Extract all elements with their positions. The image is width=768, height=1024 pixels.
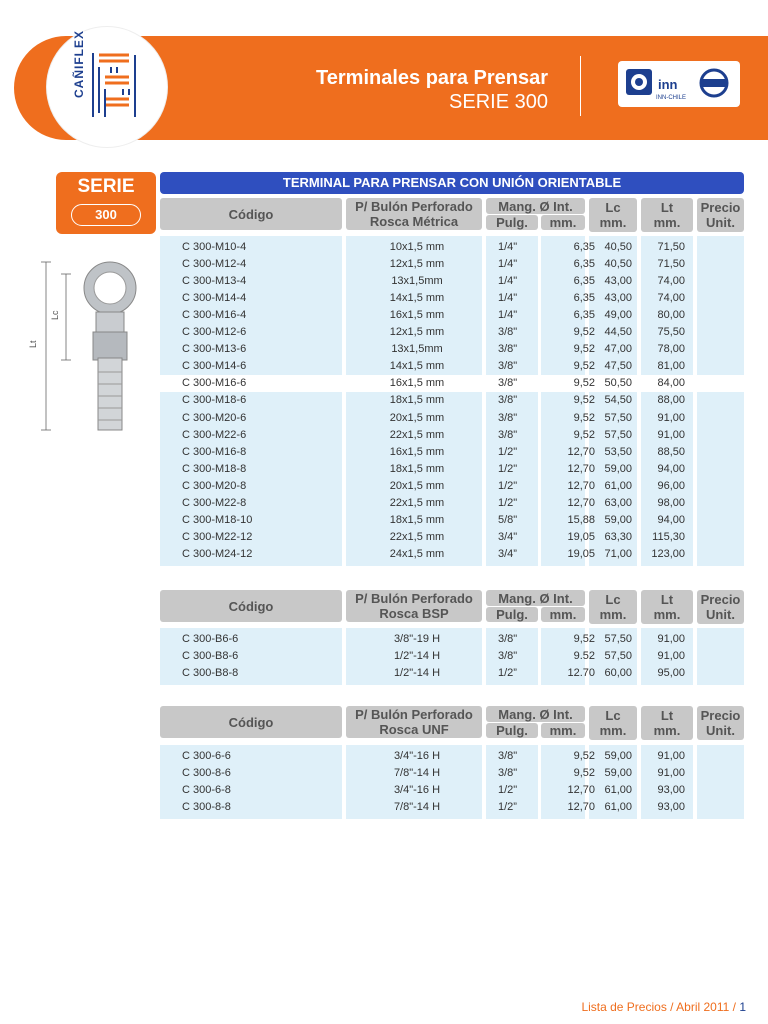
- header-precio: [697, 198, 744, 232]
- cell-rosca: 1/2"-14 H: [393, 667, 441, 679]
- table-row: [160, 410, 744, 427]
- header-mang: Mang. Ø Int.: [486, 706, 585, 722]
- cell-rosca: 22x1,5 mm: [389, 530, 445, 543]
- cell-lc: 40,50: [604, 258, 632, 271]
- cell-rosca: 16x1,5 mm: [389, 377, 445, 390]
- header-lt-line: Lt: [660, 200, 674, 215]
- cell-codigo: C 300-M12-6: [182, 326, 247, 339]
- cell-pulg: 1/2": [498, 479, 518, 492]
- cell-codigo: C 300-M14-6: [182, 360, 247, 373]
- cell-lc: 43,00: [604, 275, 632, 288]
- cell-lt: 75,50: [657, 326, 685, 339]
- header-rosca: [346, 198, 482, 230]
- cell-mm: 9,52: [573, 767, 595, 779]
- cell-codigo: C 300-M20-6: [182, 411, 247, 424]
- logo-text: CAÑIFLEX: [72, 30, 86, 98]
- header-precio-line: Precio: [700, 708, 741, 723]
- table-row: [160, 495, 744, 512]
- table-row: [160, 341, 744, 358]
- cell-pulg: 1/4": [498, 258, 518, 271]
- table-row: [160, 461, 744, 478]
- cell-pulg: 3/8": [498, 411, 518, 424]
- cell-pulg: 1/4": [498, 309, 518, 322]
- cell-pulg: 1/4": [498, 275, 518, 288]
- header-lc-line: mm.: [599, 607, 627, 622]
- table-row: [160, 307, 744, 324]
- table-row: [160, 427, 744, 444]
- cell-rosca: 14x1,5 mm: [389, 292, 445, 305]
- terminal-fitting-icon: [84, 262, 136, 430]
- page-title: Terminales para Prensar: [316, 67, 548, 89]
- cell-lc: 59,00: [604, 750, 632, 762]
- cell-codigo: C 300-B8-6: [182, 650, 239, 662]
- header-precio-line: Unit.: [706, 215, 735, 230]
- table-row: [160, 239, 744, 256]
- cell-lt: 123,00: [651, 547, 685, 560]
- cell-codigo: C 300-M20-8: [182, 479, 247, 492]
- cell-lt: 88,00: [657, 394, 685, 407]
- cell-rosca: 3/4"-16 H: [393, 784, 441, 796]
- cell-mm: 6,35: [573, 292, 595, 305]
- cell-codigo: C 300-M13-4: [182, 275, 247, 288]
- cell-lc: 59,00: [604, 462, 632, 475]
- table-row: [160, 290, 744, 307]
- cell-pulg: 3/4”: [498, 547, 517, 560]
- cell-lt: 115,30: [652, 530, 685, 543]
- cell-codigo: C 300-M22-12: [182, 530, 253, 543]
- cell-codigo: C 300-M16-8: [182, 445, 247, 458]
- header-lt: [641, 706, 693, 740]
- cell-mm: 9,52: [573, 633, 595, 645]
- header-lt-line: mm.: [653, 607, 681, 622]
- cell-lc: 44,50: [604, 326, 632, 339]
- cell-mm: 9,52: [573, 428, 595, 441]
- cell-lc: 61,00: [604, 801, 632, 813]
- cell-lc: 63,00: [604, 496, 632, 509]
- header-lc-line: mm.: [599, 723, 627, 738]
- cell-codigo: C 300-6-8: [182, 784, 231, 796]
- cell-codigo: C 300-B8-8: [182, 667, 239, 679]
- header-lc-line: Lc: [605, 200, 621, 215]
- header-lc: [589, 590, 637, 624]
- header-mm: mm.: [541, 215, 585, 230]
- cell-codigo: C 300-8-8: [182, 801, 231, 813]
- table-banner: TERMINAL PARA PRENSAR CON UNIÓN ORIENTABLE: [160, 172, 744, 194]
- cell-rosca: 22x1,5 mm: [389, 496, 445, 509]
- cell-rosca: 3/8"-19 H: [393, 633, 441, 645]
- cell-pulg: 1/2": [498, 462, 518, 475]
- cell-pulg: 3/8": [498, 377, 518, 390]
- cell-rosca: 20x1,5 mm: [389, 411, 445, 424]
- table-row: [160, 324, 744, 341]
- cell-codigo: C 300-M24-12: [182, 547, 253, 560]
- cell-rosca: 20x1,5 mm: [389, 479, 445, 492]
- header-rosca-line: Rosca Métrica: [369, 214, 459, 229]
- cell-lc: 57,50: [604, 633, 632, 645]
- cell-lt: 91,00: [657, 750, 685, 762]
- cell-mm: 12,70: [567, 784, 595, 796]
- cell-codigo: C 300-M18-6: [182, 394, 247, 407]
- cell-pulg: 1/2": [498, 496, 518, 509]
- header-mm: mm.: [541, 607, 585, 622]
- cell-lc: 49,00: [604, 309, 632, 322]
- header-lc-line: Lc: [605, 592, 621, 607]
- cell-codigo: C 300-M12-4: [182, 258, 247, 271]
- header-lt: [641, 198, 693, 232]
- footer: [581, 1000, 746, 1014]
- header-pulg: Pulg.: [486, 607, 538, 622]
- brand-logo: [47, 27, 167, 147]
- cell-lc: 61,00: [604, 479, 632, 492]
- cell-lt: 71,50: [657, 258, 685, 271]
- dim-lc: Lc: [50, 310, 60, 320]
- cell-mm: 9,52: [573, 360, 595, 373]
- header-lc: [589, 706, 637, 740]
- cell-codigo: C 300-B6-6: [182, 633, 239, 645]
- cell-mm: 6,35: [573, 241, 595, 253]
- cell-lc: 50,50: [604, 377, 632, 390]
- cell-lc: 61,00: [604, 784, 632, 796]
- cell-lc: 47,00: [604, 343, 632, 356]
- cell-mm: 12,70: [567, 496, 595, 509]
- cell-lt: 71,50: [657, 241, 685, 253]
- table-row: [160, 375, 744, 392]
- cell-mm: 6,35: [573, 309, 595, 322]
- cell-lc: 59,00: [604, 767, 632, 779]
- header-codigo: Código: [160, 706, 342, 738]
- cell-mm: 9.52: [573, 650, 595, 662]
- header-lt: [641, 590, 693, 624]
- cell-pulg: 3/4": [498, 530, 518, 543]
- cell-mm: 12,70: [567, 462, 595, 475]
- footer-page: 1: [739, 1000, 746, 1014]
- cell-lt: 91,00: [657, 650, 685, 662]
- cell-codigo: C 300-M16-6: [182, 377, 247, 390]
- cell-lt: 81,00: [657, 360, 685, 373]
- cell-lt: 80,00: [657, 309, 685, 322]
- cell-lt: 91,00: [657, 767, 685, 779]
- cell-lt: 98,00: [657, 496, 685, 509]
- table-row: [160, 256, 744, 273]
- cell-pulg: 1/2”: [498, 801, 517, 813]
- cell-rosca: 7/8"-14 H: [393, 801, 441, 813]
- product-diagram: [30, 252, 140, 442]
- cell-lc: 43,00: [604, 292, 632, 305]
- cell-codigo: C 300-M14-4: [182, 292, 247, 305]
- serie-badge: [56, 172, 156, 234]
- header-codigo: Código: [160, 590, 342, 622]
- page-subtitle: SERIE 300: [449, 91, 548, 113]
- cell-lc: 57,50: [604, 411, 632, 424]
- cell-lc: 40,50: [604, 241, 632, 253]
- header-lc: [589, 198, 637, 232]
- cell-mm: 6,35: [573, 258, 595, 271]
- cell-pulg: 3/8": [498, 750, 518, 762]
- table-row: [160, 529, 744, 546]
- cell-lt: 93,00: [657, 801, 685, 813]
- header-lc-line: Lc: [605, 708, 621, 723]
- header-rosca-line: Rosca BSP: [379, 606, 449, 621]
- cell-codigo: C 300-M18-10: [182, 513, 253, 526]
- table-row: [160, 631, 744, 648]
- cell-lc: 60,00: [604, 667, 632, 679]
- cell-rosca: 12x1,5 mm: [389, 258, 445, 271]
- table-row: [160, 546, 744, 563]
- cell-rosca: 24x1,5 mm: [389, 547, 445, 560]
- cell-lt: 91,00: [657, 411, 685, 424]
- cell-pulg: 1/2": [498, 784, 518, 796]
- cell-rosca: 14x1,5 mm: [389, 360, 445, 373]
- header-lt-line: Lt: [660, 592, 674, 607]
- cell-mm: 19,05: [567, 530, 595, 543]
- cell-mm: 15,88: [567, 513, 595, 526]
- header-lt-line: mm.: [653, 215, 681, 230]
- cell-codigo: C 300-M22-8: [182, 496, 247, 509]
- table-row: [160, 765, 744, 782]
- header-lt-line: mm.: [653, 723, 681, 738]
- cell-mm: 9,52: [573, 343, 595, 356]
- table-row: [160, 799, 744, 816]
- table-row: [160, 512, 744, 529]
- header-precio: [697, 706, 744, 740]
- cell-codigo: C 300-M22-6: [182, 428, 247, 441]
- cell-mm: 12,70: [567, 445, 595, 458]
- cell-rosca: 22x1,5 mm: [389, 428, 445, 441]
- cell-codigo: C 300-M13-6: [182, 343, 247, 356]
- cell-lc: 53,50: [604, 445, 632, 458]
- cell-lc: 47,50: [604, 360, 632, 373]
- cell-lt: 93,00: [657, 784, 685, 796]
- cell-codigo: C 300-8-6: [182, 767, 231, 779]
- svg-text:INN-CHILE: INN-CHILE: [656, 95, 687, 101]
- cell-rosca: 18x1,5 mm: [389, 394, 445, 407]
- cell-lt: 91,00: [657, 633, 685, 645]
- header-mm: mm.: [541, 723, 585, 738]
- cell-rosca: 13x1,5mm: [391, 275, 443, 288]
- cell-lt: 74,00: [657, 275, 685, 288]
- cell-lc: 57,50: [604, 650, 632, 662]
- cell-mm: 19,05: [567, 547, 595, 560]
- header-rosca-line: Rosca UNF: [379, 722, 449, 737]
- cell-lt: 95,00: [657, 667, 685, 679]
- cell-pulg: 3/8": [498, 633, 518, 645]
- cell-rosca: 7/8"-14 H: [393, 767, 441, 779]
- table-row: [160, 273, 744, 290]
- cell-lt: 74,00: [657, 292, 685, 305]
- cell-pulg: 3/8": [498, 650, 518, 662]
- table-row: [160, 665, 744, 682]
- cell-pulg: 1/2”: [498, 667, 517, 679]
- cell-pulg: 1/4": [498, 292, 518, 305]
- header-lt-line: Lt: [660, 708, 674, 723]
- cell-codigo: C 300-M10-4: [182, 241, 247, 253]
- cell-rosca: 3/4"-16 H: [393, 750, 441, 762]
- header-precio-line: Unit.: [706, 607, 735, 622]
- cell-lc: 54,50: [604, 394, 632, 407]
- cell-mm: 12,70: [567, 801, 595, 813]
- cell-rosca: 1/2"-14 H: [393, 650, 441, 662]
- cell-rosca: 18x1,5 mm: [389, 462, 445, 475]
- cell-pulg: 1/4": [498, 241, 518, 253]
- table-row: [160, 782, 744, 799]
- cell-lt: 94,00: [657, 513, 685, 526]
- footer-text: Lista de Precios / Abril 2011 /: [581, 1000, 740, 1014]
- cell-codigo: C 300-M16-4: [182, 309, 247, 322]
- cell-pulg: 3/8": [498, 326, 518, 339]
- header-precio-line: Unit.: [706, 723, 735, 738]
- cell-pulg: 3/8": [498, 428, 518, 441]
- cell-mm: 9,52: [573, 377, 595, 390]
- cell-lt: 84,00: [657, 377, 685, 390]
- cell-lt: 88,50: [657, 445, 685, 458]
- header-pulg: Pulg.: [486, 215, 538, 230]
- cell-rosca: 13x1,5mm: [391, 343, 443, 356]
- header-divider: [580, 56, 581, 116]
- table-row: [160, 392, 744, 409]
- header-mang: Mang. Ø Int.: [486, 590, 585, 606]
- header-rosca-line: P/ Bulón Perforado: [355, 591, 473, 606]
- cell-mm: 9,52: [573, 750, 595, 762]
- header-precio-line: Precio: [700, 200, 741, 215]
- cell-pulg: 3/8": [498, 360, 518, 373]
- serie-label: SERIE: [77, 176, 135, 197]
- cell-mm: 9,52: [573, 411, 595, 424]
- header-mang: Mang. Ø Int.: [486, 198, 585, 214]
- serie-number: 300: [71, 204, 141, 226]
- cell-lt: 96,00: [657, 479, 685, 492]
- header-precio-line: Precio: [700, 592, 741, 607]
- cell-pulg: 5/8": [498, 513, 518, 526]
- cell-lc: 59,00: [604, 513, 632, 526]
- table-row: [160, 648, 744, 665]
- table-row: [160, 748, 744, 765]
- cell-mm: 12,70: [567, 479, 595, 492]
- header-rosca: [346, 706, 482, 738]
- table-row: [160, 444, 744, 461]
- cell-mm: 12.70: [567, 667, 595, 679]
- cell-lc: 63,30: [604, 530, 632, 543]
- cell-pulg: 1/2": [498, 445, 518, 458]
- dim-lt: Lt: [28, 340, 38, 348]
- table-row: [160, 358, 744, 375]
- header-rosca-line: P/ Bulón Perforado: [355, 199, 473, 214]
- header-rosca: [346, 590, 482, 622]
- header-rosca-line: P/ Bulón Perforado: [355, 707, 473, 722]
- header-lc-line: mm.: [599, 215, 627, 230]
- cell-mm: 9,52: [573, 394, 595, 407]
- cell-rosca: 16x1,5 mm: [389, 445, 445, 458]
- table-row: [160, 478, 744, 495]
- cell-lt: 78,00: [657, 343, 685, 356]
- cell-lc: 57,50: [604, 428, 632, 441]
- cell-rosca: 16x1,5 mm: [389, 309, 445, 322]
- cell-pulg: 3/8": [498, 394, 518, 407]
- header-precio: [697, 590, 744, 624]
- cell-lt: 91,00: [657, 428, 685, 441]
- cell-rosca: 12x1,5 mm: [389, 326, 445, 339]
- certification-logos: [618, 61, 740, 107]
- cell-lt: 94,00: [657, 462, 685, 475]
- cell-lc: 71,00: [604, 547, 632, 560]
- cell-mm: 9,52: [573, 326, 595, 339]
- cell-rosca: 18x1,5 mm: [389, 513, 445, 526]
- cell-codigo: C 300-M18-8: [182, 462, 247, 475]
- cell-codigo: C 300-6-6: [182, 750, 231, 762]
- cell-pulg: 3/8": [498, 343, 518, 356]
- cell-pulg: 3/8": [498, 767, 518, 779]
- header-pulg: Pulg.: [486, 723, 538, 738]
- cell-rosca: 10x1,5 mm: [389, 241, 445, 253]
- header-codigo: Código: [160, 198, 342, 230]
- cell-mm: 6,35: [573, 275, 595, 288]
- svg-text:inn: inn: [658, 77, 678, 92]
